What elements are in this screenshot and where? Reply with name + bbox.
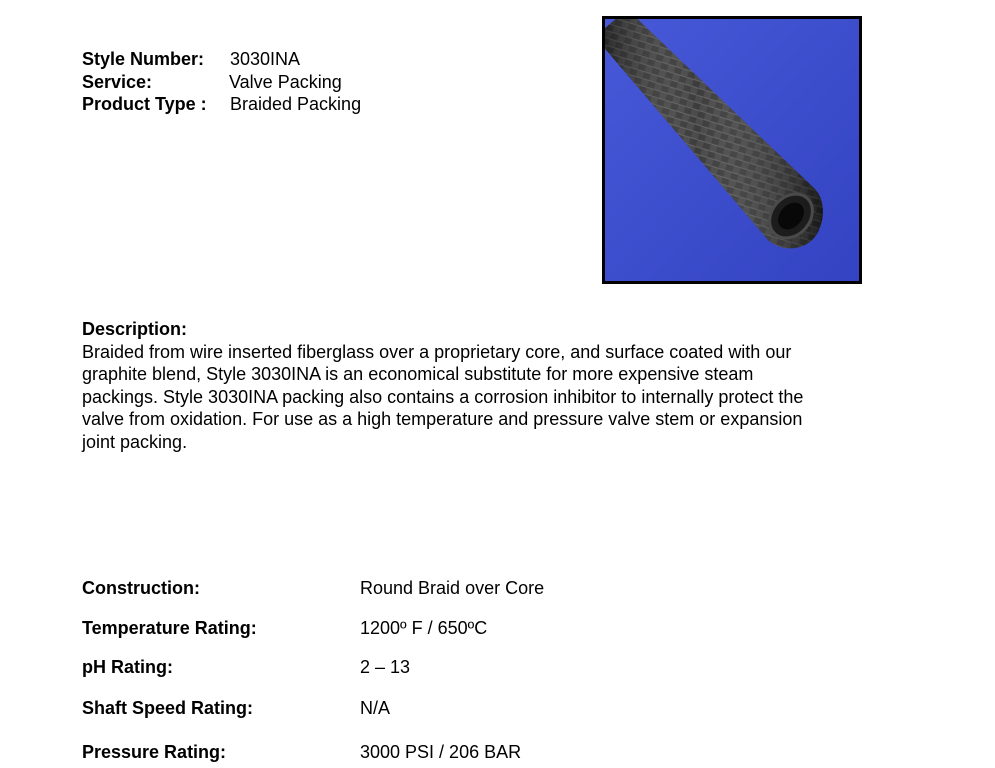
construction-value: Round Braid over Core [360,578,545,598]
description-section [82,318,882,453]
ph-rating-label: pH Rating: [82,657,173,677]
service-label: Service: [82,71,153,92]
ph-rating-value: 2 – 13 [360,657,411,677]
product-type-label: Product Type : [82,94,207,114]
style-number-label: Style Number: [82,49,205,69]
shaft-speed-rating-value: N/A [360,698,391,718]
pressure-rating-label: Pressure Rating: [82,742,227,762]
description-title: Description: [82,319,188,339]
style-number-value: 3030INA [230,49,301,69]
service-value: Valve Packing [229,71,342,92]
shaft-speed-rating-label: Shaft Speed Rating: [82,698,254,718]
description-line: joint packing. [82,431,188,452]
construction-label: Construction: [82,578,200,598]
braided-rope-image [605,19,859,281]
description-line: packings. Style 3030INA packing also contains a corrosion inhibitor to internally protect the [82,386,804,407]
description-text [82,341,882,454]
temperature-rating-label: Temperature Rating: [82,618,257,638]
temperature-rating-value: 1200º F / 650ºC [360,618,488,638]
description-line: valve from oxidation. For use as a high temperature and pressure valve stem or expansion [82,409,803,429]
description-line: graphite blend, Style 3030INA is an economical substitute for more expensive steam [82,364,754,384]
product-type-value: Braided Packing [230,94,362,114]
pressure-rating-value: 3000 PSI / 206 BAR [360,742,522,762]
description-line: Braided from wire inserted fiberglass over a proprietary core, and surface coated with our [82,341,792,362]
product-photo [602,16,862,284]
